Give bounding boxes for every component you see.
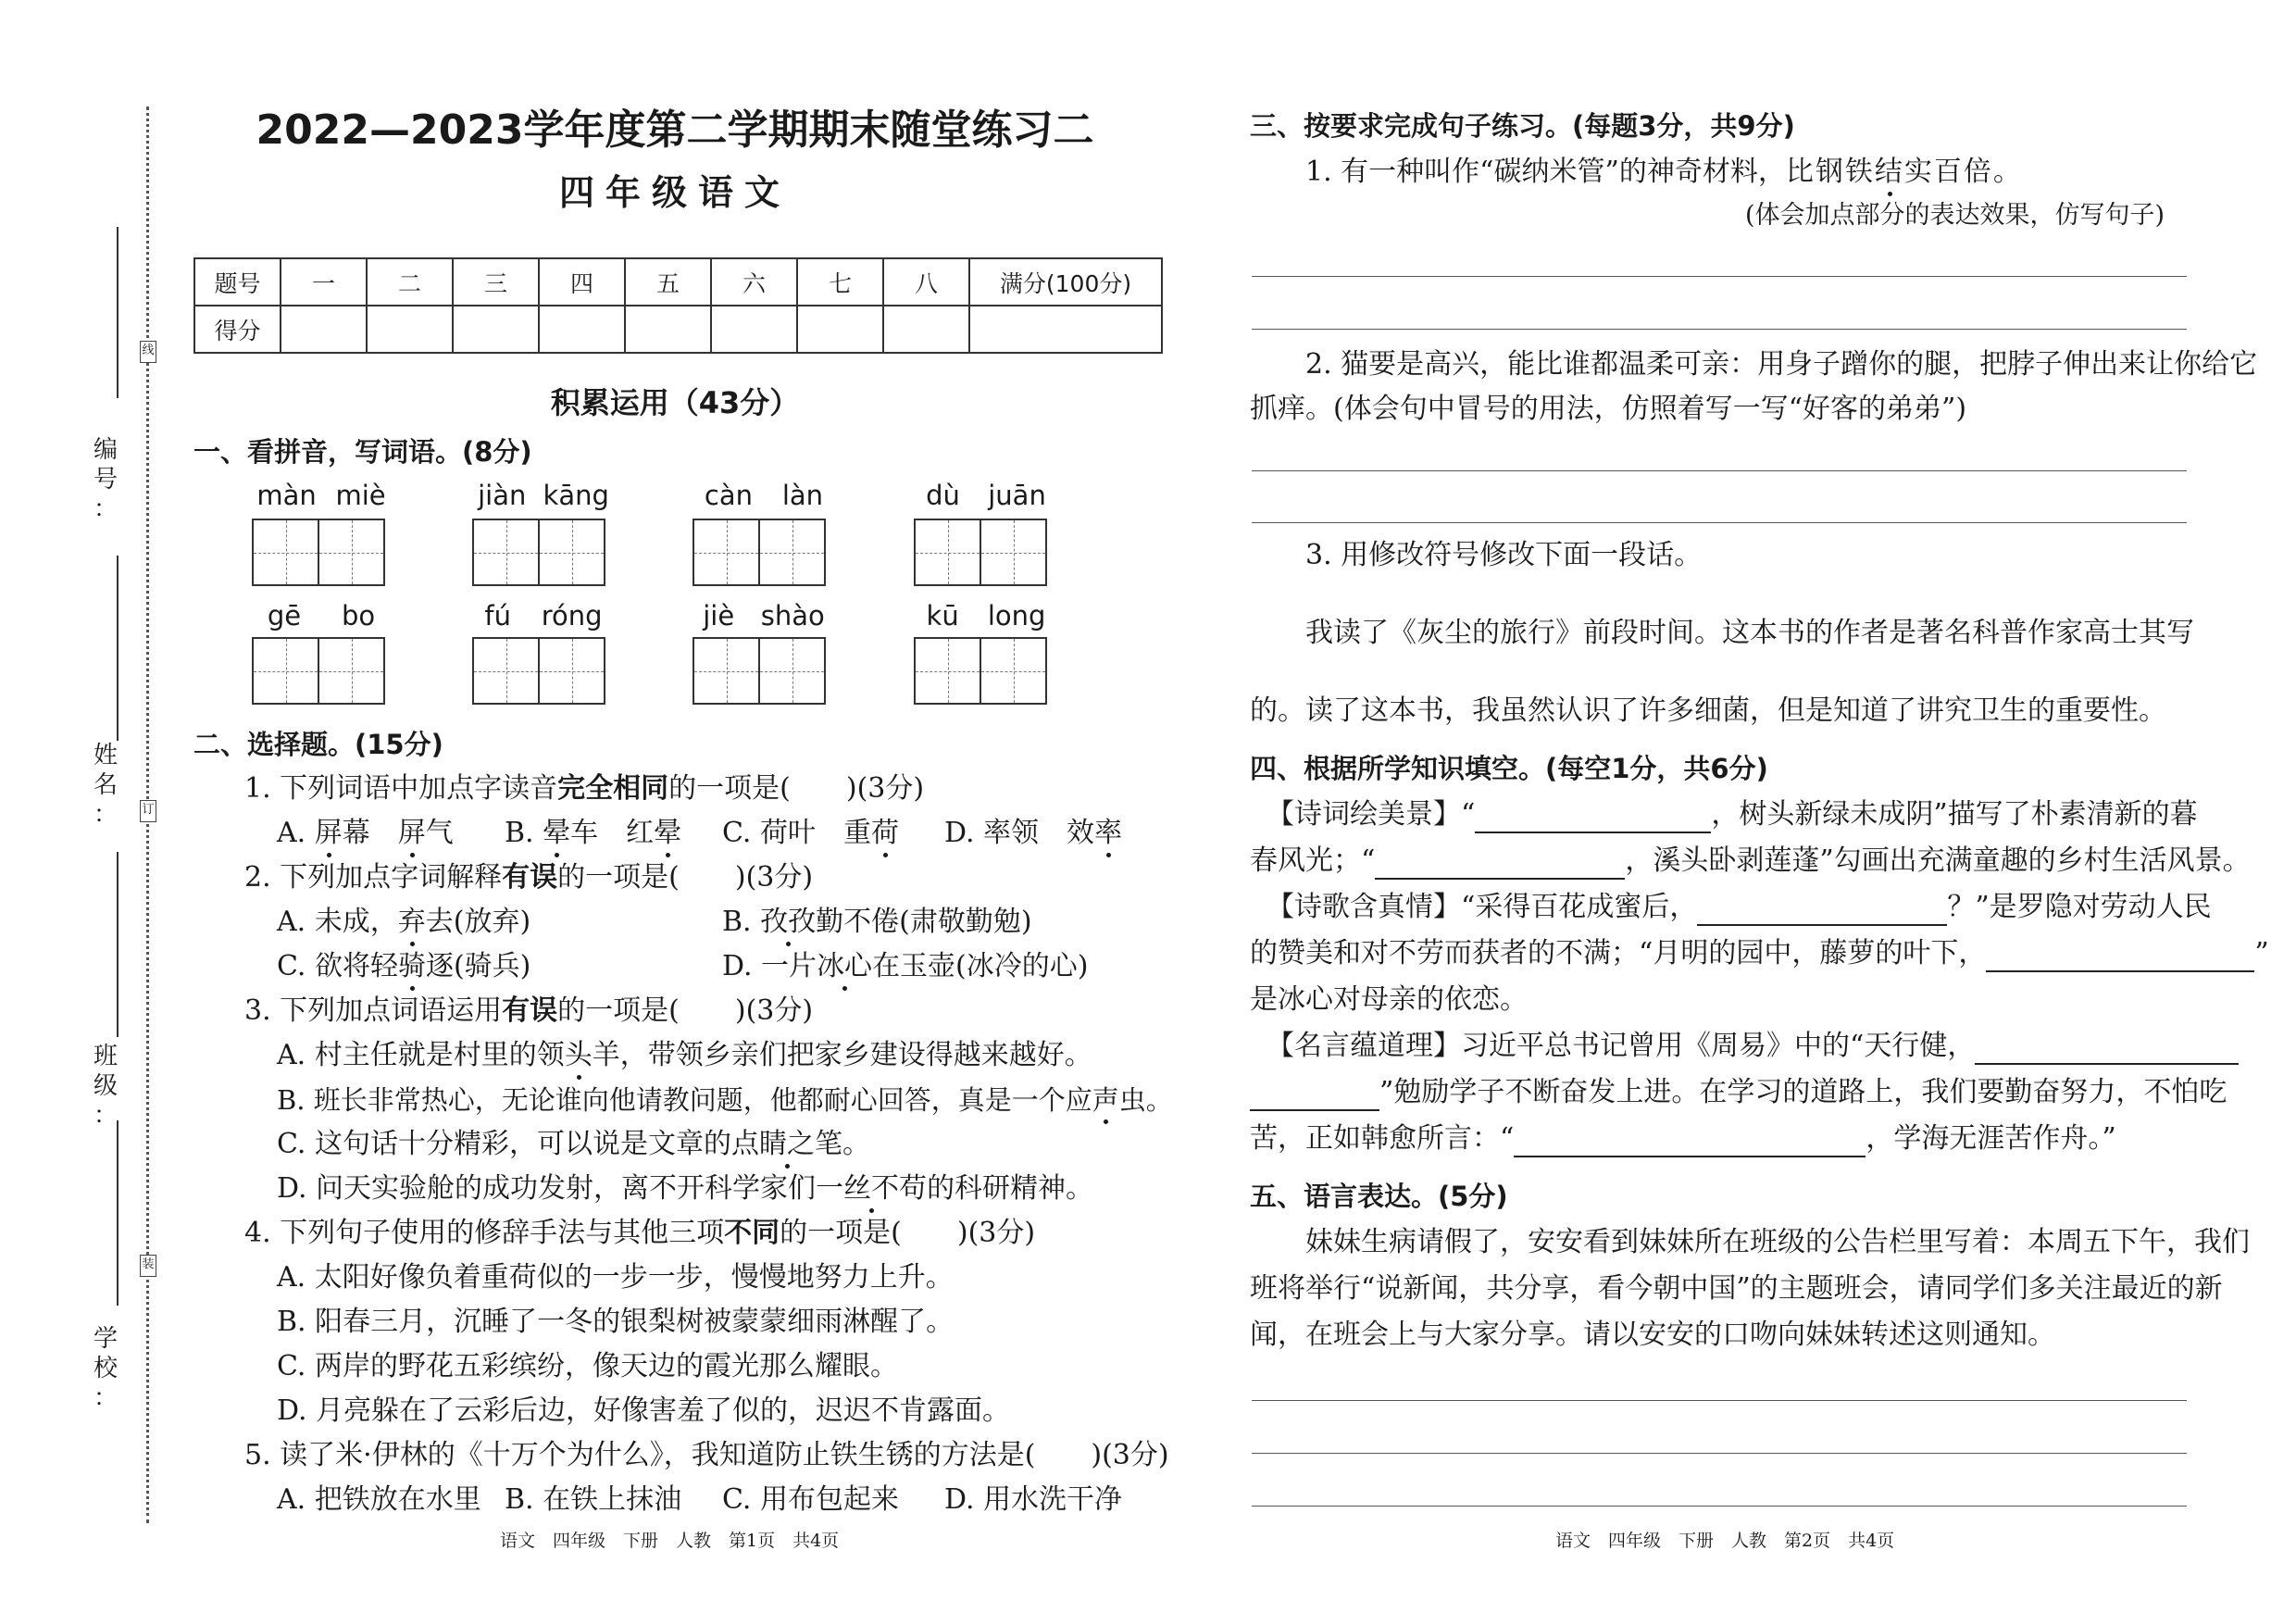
q2-5-option-a[interactable]: A. 把铁放在水里 <box>277 1483 481 1516</box>
q2-3-option-b[interactable]: B. 班长非常热心，无论谁向他请教问题，他都耐心回答，真是一个应声虫。 <box>277 1082 1173 1119</box>
score-input-cell[interactable] <box>539 306 625 353</box>
score-header-cell: 六 <box>711 258 797 306</box>
q2-1-option-d[interactable]: D. 率领 效率 <box>944 815 1122 852</box>
score-header-cell: 四 <box>539 258 625 306</box>
pinyin-pair: gē bo <box>267 600 376 631</box>
q2-5-option-d[interactable]: D. 用水洗干净 <box>944 1483 1123 1516</box>
q2-2-option-b[interactable]: B. 孜孜勤不倦(肃敬勤勉) <box>722 904 1032 941</box>
q3-3-passage-line1: 我读了《灰尘的旅行》前段时间。这本书的作者是著名科普作家高士其写 <box>1305 617 2194 649</box>
q2-1-option-c[interactable]: C. 荷叶 重荷 <box>722 815 899 852</box>
q3-1-text: 1. 有一种叫作“碳纳米管”的神奇材料，比钢铁结实百倍。 <box>1305 154 2021 191</box>
score-input-cell[interactable] <box>797 306 883 353</box>
footer-page-1: 语文 四年级 下册 人教 第1页 共4页 <box>500 1531 840 1551</box>
answer-line[interactable] <box>1252 329 2187 330</box>
exam-subtitle: 四年级语文 <box>558 172 791 213</box>
q4-line1: 【诗词绘美景】“ ，树头新绿未成阴”描写了朴素清新的暮 <box>1267 796 2198 833</box>
pinyin-pair: càn làn <box>704 480 824 511</box>
q2-4-option-d[interactable]: D. 月亮躲在了云彩后边，好像害羞了似的，迟迟不肯露面。 <box>277 1394 1011 1427</box>
number-label: 编 号 ： <box>93 436 118 523</box>
q4-line3: 【诗歌含真情】“采得百花成蜜后， ？”是罗隐对劳动人民 <box>1267 889 2212 926</box>
score-header-cell: 题号 <box>194 258 281 306</box>
q4-line4: 的赞美和对不劳而获者的不满；“月明的园中，藤萝的叶下， ” <box>1250 935 2269 972</box>
q4-line6: 【名言蕴道理】习近平总书记曾用《周易》中的“天行健， <box>1267 1028 2239 1065</box>
fill-blank[interactable] <box>1986 943 2254 972</box>
fill-blank[interactable] <box>1514 1128 1866 1157</box>
binding-mark-line: 线 <box>140 341 156 363</box>
fill-blank[interactable] <box>1975 1035 2239 1065</box>
q2-1-option-a[interactable]: A. 屏幕 屏气 <box>277 815 454 852</box>
score-header-cell: 三 <box>453 258 539 306</box>
q4-line2: 春风光；“ ，溪头卧剥莲蓬”勾画出充满童趣的乡村生活风景。 <box>1250 843 2251 880</box>
q2-5-option-c[interactable]: C. 用布包起来 <box>722 1483 899 1516</box>
score-table <box>193 257 1163 354</box>
q2-heading: 二、选择题。(15分) <box>193 729 443 760</box>
q2-4-option-a[interactable]: A. 太阳好像负着重荷似的一步一步，慢慢地努力上升。 <box>277 1261 954 1294</box>
fill-blank[interactable] <box>1697 896 1947 926</box>
q5-line1: 妹妹生病请假了，安安看到妹妹所在班级的公告栏里写着：本周五下午，我们 <box>1305 1226 2250 1258</box>
writing-grid[interactable] <box>914 519 1045 586</box>
school-label: 学 校 ： <box>93 1325 118 1412</box>
exam-title: 2022—2023学年度第二学期期末随堂练习二 <box>256 106 1094 154</box>
writing-grid[interactable] <box>914 637 1045 705</box>
pinyin-pair: màn miè <box>256 480 386 511</box>
q5-line2: 班将举行“说新闻，共分享，看今朝中国”的主题班会，请同学们多关注最近的新 <box>1250 1272 2223 1305</box>
q2-4-stem: 4. 下列句子使用的修辞手法与其他三项不同的一项是( )(3分) <box>244 1217 1036 1249</box>
q2-1-option-b[interactable]: B. 晕车 红晕 <box>505 815 681 852</box>
class-field[interactable] <box>117 852 119 1037</box>
q2-3-stem: 3. 下列加点词语运用有误的一项是( )(3分) <box>244 994 814 1027</box>
pinyin-pair: jiè shào <box>703 600 825 631</box>
score-header-cell: 八 <box>883 258 969 306</box>
class-label: 班 级 ： <box>93 1043 118 1130</box>
score-input-cell[interactable] <box>711 306 797 353</box>
q2-4-option-b[interactable]: B. 阳春三月，沉睡了一冬的银梨树被蒙蒙细雨淋醒了。 <box>277 1306 955 1338</box>
score-input-cell[interactable] <box>625 306 711 353</box>
writing-grid[interactable] <box>252 519 383 586</box>
score-row-label: 得分 <box>194 306 281 353</box>
answer-line[interactable] <box>1252 276 2187 277</box>
number-field[interactable] <box>117 227 119 398</box>
section-main-heading: 积累运用（43分） <box>550 385 800 420</box>
writing-grid[interactable] <box>252 637 383 705</box>
name-label: 姓 名 ： <box>93 742 118 829</box>
answer-line[interactable] <box>1252 1453 2187 1454</box>
q2-5-option-b[interactable]: B. 在铁上抹油 <box>505 1483 682 1516</box>
q2-3-option-d[interactable]: D. 问天实验舱的成功发射，离不开科学家们一丝不苟的科研精神。 <box>277 1170 1093 1207</box>
q2-2-option-d[interactable]: D. 一片冰心在玉壶(冰冷的心) <box>722 948 1088 985</box>
fill-blank[interactable] <box>1475 804 1711 833</box>
fill-blank[interactable] <box>1375 850 1625 880</box>
score-header-cell: 二 <box>367 258 453 306</box>
writing-grid[interactable] <box>693 519 824 586</box>
q4-heading: 四、根据所学知识填空。(每空1分，共6分) <box>1250 753 1768 784</box>
score-input-cell[interactable] <box>453 306 539 353</box>
footer-page-2: 语文 四年级 下册 人教 第2页 共4页 <box>1555 1531 1895 1551</box>
pinyin-pair: dù juān <box>926 480 1046 511</box>
answer-line[interactable] <box>1252 522 2187 523</box>
answer-line[interactable] <box>1252 1400 2187 1401</box>
q2-1-stem: 1. 下列词语中加点字读音完全相同的一项是( )(3分) <box>244 772 925 805</box>
q3-heading: 三、按要求完成句子练习。(每题3分，共9分) <box>1250 110 1795 142</box>
q2-3-option-a[interactable]: A. 村主任就是村里的领头羊，带领乡亲们把家乡建设得越来越好。 <box>277 1037 1092 1074</box>
q4-line8: 苦，正如韩愈所言：“ ，学海无涯苦作舟。” <box>1250 1120 2116 1157</box>
pinyin-pair: kū long <box>926 600 1046 631</box>
q3-2-text-line1: 2. 猫要是高兴，能比谁都温柔可亲：用身子蹭你的腿，把脖子伸出来让你给它 <box>1305 348 2258 381</box>
school-field[interactable] <box>117 1120 119 1306</box>
q5-heading: 五、语言表达。(5分) <box>1250 1181 1508 1212</box>
score-header-cell: 五 <box>625 258 711 306</box>
score-input-cell[interactable] <box>883 306 969 353</box>
fill-blank[interactable] <box>1250 1082 1379 1111</box>
answer-line[interactable] <box>1252 1506 2187 1507</box>
q2-2-option-c[interactable]: C. 欲将轻骑逐(骑兵) <box>277 948 530 985</box>
q2-2-option-a[interactable]: A. 未成，弃去(放弃) <box>277 904 530 941</box>
pinyin-pair: fú róng <box>484 600 603 631</box>
pinyin-pair: jiàn kāng <box>478 480 609 511</box>
q3-3-passage-line2: 的。读了这本书，我虽然认识了许多细菌，但是知道了讲究卫生的重要性。 <box>1250 694 2166 727</box>
q4-line7: ”勉励学子不断奋发上进。在学习的道路上，我们要勤奋努力，不怕吃 <box>1250 1074 2227 1111</box>
name-field[interactable] <box>117 556 119 741</box>
q2-5-stem: 5. 读了米·伊林的《十万个为什么》，我知道防止铁生锈的方法是( )(3分) <box>244 1439 1169 1471</box>
q1-heading: 一、看拼音，写词语。(8分) <box>193 436 532 468</box>
binding-mark-pack: 装 <box>140 1255 156 1277</box>
answer-line[interactable] <box>1252 470 2187 471</box>
q3-2-text-line2: 抓痒。(体会句中冒号的用法，仿照着写一写“好客的弟弟”) <box>1250 393 1967 425</box>
writing-grid[interactable] <box>472 637 604 705</box>
writing-grid[interactable] <box>472 519 604 586</box>
q5-line3: 闻，在班会上与大家分享。请以安安的口吻向妹妹转述这则通知。 <box>1250 1319 2055 1351</box>
score-header-cell: 一 <box>281 258 367 306</box>
q3-3-text: 3. 用修改符号修改下面一段话。 <box>1305 539 1703 571</box>
q2-4-option-c[interactable]: C. 两岸的野花五彩缤纷，像天边的霞光那么耀眼。 <box>277 1350 898 1382</box>
score-input-cell[interactable] <box>281 306 367 353</box>
score-input-cell[interactable] <box>969 306 1162 353</box>
q4-line5: 是冰心对母亲的依恋。 <box>1250 983 1528 1016</box>
q3-1-note: (体会加点部分的表达效果，仿写句子) <box>1745 201 2165 230</box>
writing-grid[interactable] <box>693 637 824 705</box>
q2-3-option-c[interactable]: C. 这句话十分精彩，可以说是文章的点睛之笔。 <box>277 1126 870 1163</box>
q2-2-stem: 2. 下列加点字词解释有误的一项是( )(3分) <box>244 861 814 894</box>
score-header-cell: 七 <box>797 258 883 306</box>
score-header-cell: 满分(100分) <box>969 258 1162 306</box>
binding-mark-bind: 订 <box>140 800 156 822</box>
score-input-cell[interactable] <box>367 306 453 353</box>
